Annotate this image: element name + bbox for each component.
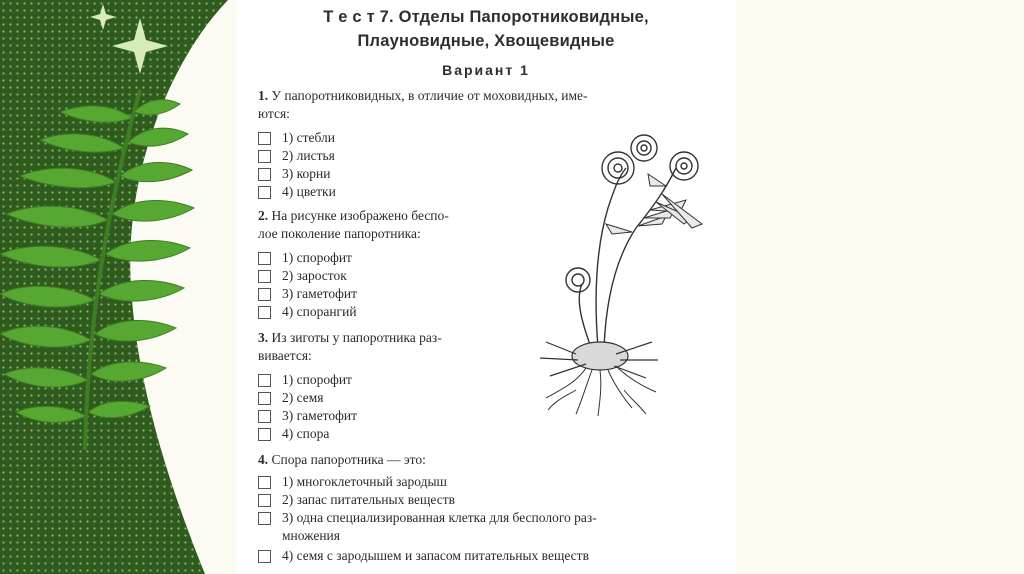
checkbox[interactable] xyxy=(258,410,271,423)
checkbox[interactable] xyxy=(258,252,271,265)
question-number: 2. xyxy=(258,208,269,223)
question-text-cont: лое поколение папоротника: xyxy=(258,226,421,241)
checkbox[interactable] xyxy=(258,186,271,199)
question-text: У папоротниковидных, в отличие от моховидных, име- xyxy=(271,88,588,103)
question-text-cont: ются: xyxy=(258,106,290,121)
question-number: 3. xyxy=(258,330,269,345)
checkbox[interactable] xyxy=(258,306,271,319)
test-page: Т е с т 7. Отделы Папоротниковидные, Плауновидные, Хвощевидные Вариант 1 1. У папоротниковидных, в отличие от моховидных, име- ются: 1) стебли 2) листья 3) корни 4) цветки 2. На рисунке изображено беспо- лое поколение папоротника: 1) спорофит 2) заросток 3) гаметофит 4) спорангий 3. Из зиготы у папоротника раз- вивается: 1) спорофит 2) семя 3) гаметофит 4) спора 4. Спора папоротника — это: 1) многоклеточный зародыш 2) запас питательных веществ 3) одна специализированная клетка для бесполого раз- множения 4) семя с зародышем и запасом питательных веществ xyxy=(236,0,736,574)
checkbox[interactable] xyxy=(258,270,271,283)
checkbox[interactable] xyxy=(258,428,271,441)
question-2 xyxy=(258,208,449,224)
question-text-cont: вивается: xyxy=(258,348,312,363)
checkbox[interactable] xyxy=(258,168,271,181)
checkbox[interactable] xyxy=(258,476,271,489)
question-3 xyxy=(258,330,442,346)
checkbox[interactable] xyxy=(258,512,271,525)
checkbox[interactable] xyxy=(258,392,271,405)
question-1 xyxy=(258,88,588,104)
checkbox[interactable] xyxy=(258,494,271,507)
right-margin xyxy=(736,0,1024,574)
checkbox[interactable] xyxy=(258,132,271,145)
page-subtitle: Плауновидные, Хвощевидные xyxy=(357,32,615,50)
question-text: На рисунке изображено беспо- xyxy=(271,208,449,223)
question-text: Спора папоротника — это: xyxy=(271,452,426,467)
question-number: 4. xyxy=(258,452,269,467)
page-title: Т е с т 7. Отделы Папоротниковидные, xyxy=(323,8,649,26)
question-text: Из зиготы у папоротника раз- xyxy=(271,330,442,345)
decorative-background xyxy=(0,0,245,574)
variant-heading: Вариант 1 xyxy=(442,62,530,78)
checkbox[interactable] xyxy=(258,288,271,301)
checkbox[interactable] xyxy=(258,150,271,163)
checkbox[interactable] xyxy=(258,550,271,563)
question-4 xyxy=(258,452,426,468)
checkbox[interactable] xyxy=(258,374,271,387)
question-number: 1. xyxy=(258,88,269,103)
fern-sporophyte-illustration xyxy=(516,128,716,418)
